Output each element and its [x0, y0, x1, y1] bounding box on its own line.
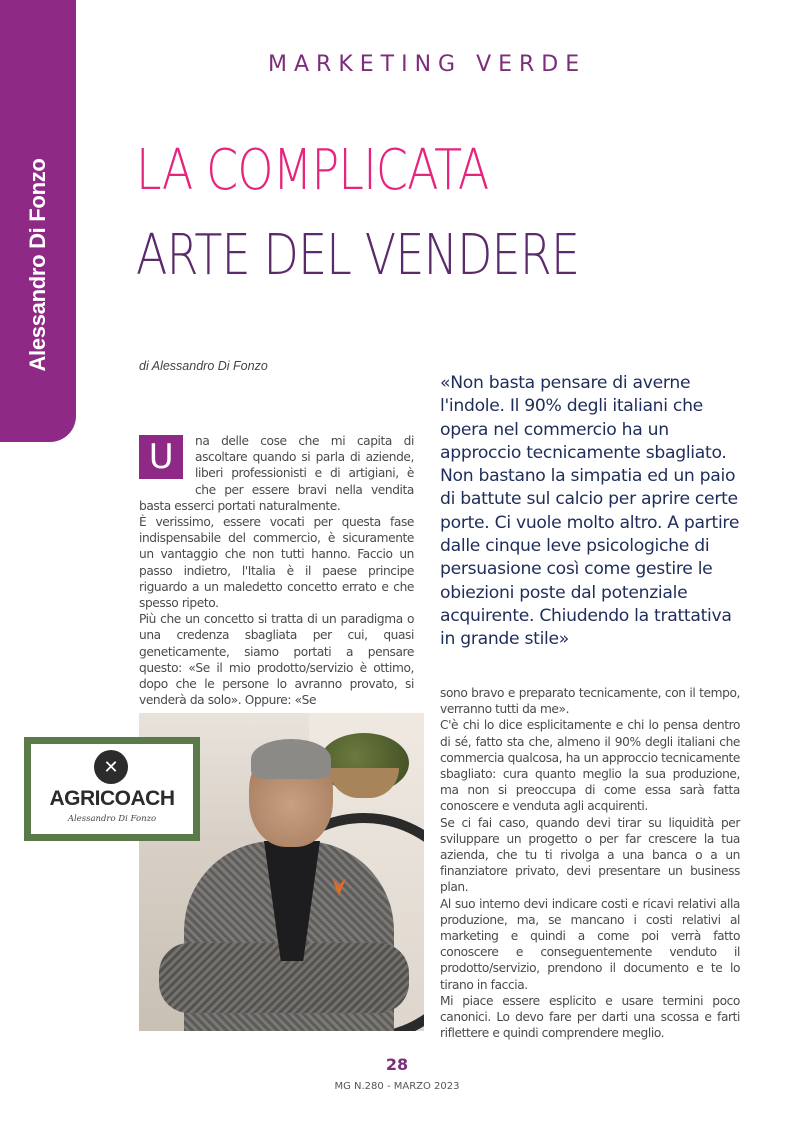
article-title-line1: LA COMPLICATA [136, 138, 489, 203]
paragraph: Al suo interno devi indicare costi e ricavi relativi alla produzione, ma, se mancano i costi relativi al marketing e quindi a come poi verrà fatto conoscere e conseguentemente venduto il prodotto/servizio, prendono il documento e te lo tirano in faccia. [440, 896, 740, 992]
text-column-right [440, 685, 740, 1041]
agricoach-logo [24, 737, 200, 841]
issue-info: MG N.280 - MARZO 2023 [334, 1081, 460, 1092]
paragraph: sono bravo e preparato tecnicamente, con il tempo, verranno tutti da me». [440, 686, 740, 717]
page-number: 28 [385, 1055, 409, 1074]
logo-signature: Alessandro Di Fonzo [67, 814, 157, 824]
text-column-left [139, 433, 414, 708]
article-title-line2: ARTE DEL VENDERE [136, 223, 580, 288]
photo-person-hair [251, 739, 331, 779]
paragraph: na delle cose che mi capita di ascoltare quando si parla di aziende, liberi professionisti e di artigiani, è che per essere bravi nella vendita basta esserci portati naturalmente. [139, 434, 414, 513]
byline: di Alessandro Di Fonzo [139, 359, 268, 373]
pull-quote: «Non basta pensare di averne l'indole. Il 90% degli italiani che opera nel commercio ha un approccio tecnicamente sbagliato. Non bastano la simpatia ed un paio di battute sul calcio per aprire certe porte. Ci vuole molto altro. A partire dalle cinque leve psicologiche di persuasione così come gestire le obiezioni poste dal potenziale acquirente. Chiudendo la trattativa in grande stile» [440, 373, 740, 650]
logo-name: AGRICOACH [49, 787, 175, 810]
fork-knife-icon: ✕ [94, 750, 128, 784]
paragraph: Più che un concetto si tratta di un paradigma o una credenza sbagliata per cui, quasi geneticamente, siamo portati a pensare questo: «Se il mio prodotto/servizio è ottimo, dopo che le persone lo avranno provato, si venderà da solo». Oppure: «Se [139, 612, 414, 708]
section-heading: MARKETING VERDE [268, 52, 587, 77]
paragraph: È verissimo, essere vocati per questa fase indispensabile del commercio, è sicuramente un vantaggio che non tutti hanno. Faccio un passo indietro, l'Italia è il paese principe riguardo a un maledetto concetto errato e che spesso ripeto. [139, 515, 414, 611]
paragraph: Mi piace essere esplicito e usare termini poco canonici. Lo devo fare per darti una scossa e farti riflettere e quindi comprendere meglio. [440, 993, 740, 1041]
drop-cap: U [139, 435, 183, 479]
author-side-label: Alessandro Di Fonzo [25, 158, 50, 372]
logo-inner [31, 744, 193, 834]
paragraph: C'è chi lo dice esplicitamente e chi lo pensa dentro di sé, fatto sta che, almeno il 90% degli italiani che commercia qualcosa, ha un approccio tecnicamente sbagliato: cura quanto meglio la sua produzione, ma non si preoccupa di come essa sarà fatta conoscere e venduta agli acquirenti. [440, 718, 740, 814]
paragraph: Se ci fai caso, quando devi tirar su liquidità per sviluppare un progetto o per far crescere la tua azienda, che tu ti rivolga a una banca o a un finanziatore privato, devi presentare un business plan. [440, 815, 740, 895]
